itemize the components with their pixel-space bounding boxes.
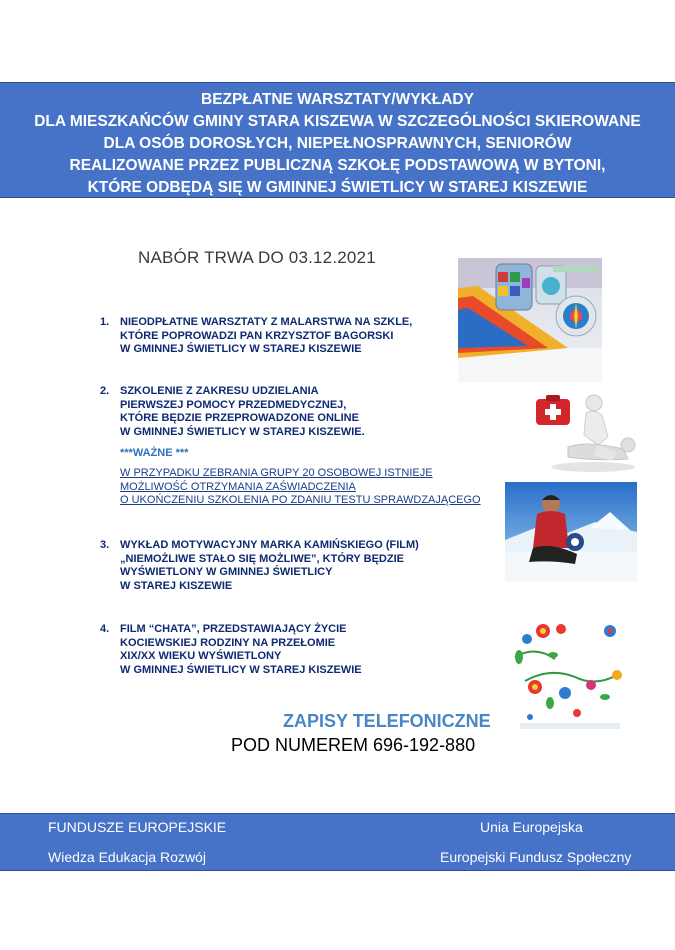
header-line: DLA MIESZKAŃCÓW GMINY STARA KISZEWA W SZCZEGÓLNOŚCI SKIEROWANE — [34, 113, 641, 130]
phone-number: POD NUMEREM 696-192-880 — [231, 735, 476, 755]
item-number: 1. — [100, 316, 110, 328]
footer-funds-label: FUNDUSZE EUROPEJSKIE — [48, 819, 227, 835]
header-line: REALIZOWANE PRZEZ PUBLICZNĄ SZKOŁĘ PODSTAWOWĄ W BYTONI, — [69, 157, 606, 174]
header-line: KTÓRE ODBĘDĄ SIĘ W GMINNEJ ŚWIETLICY W STAREJ KISZEWIE — [87, 179, 588, 196]
item-line: WYŚWIETLONY W GMINNEJ ŚWIETLICY — [120, 566, 333, 578]
item-line: KOCIEWSKIEJ RODZINY NA PRZEŁOMIE — [120, 636, 336, 649]
note-line: MOŻLIWOŚĆ OTRZYMANIA ZAŚWIADCZENIA — [120, 480, 356, 493]
item-line: W GMINNEJ ŚWIETLICY W STAREJ KISZEWIE — [120, 343, 362, 355]
item-line: WYKŁAD MOTYWACYJNY MARKA KAMIŃSKIEGO (FILM) — [120, 539, 419, 551]
note-line: O UKOŃCZENIU SZKOLENIA PO ZDANIU TESTU SPRAWDZAJĄCEGO — [120, 494, 481, 506]
item-line: W GMINNEJ ŚWIETLICY W STAREJ KISZEWIE. — [120, 425, 365, 438]
item-line: XIX/XX WIEKU WYŚWIETLONY — [120, 650, 282, 662]
item-line: NIEODPŁATNE WARSZTATY Z MALARSTWA NA SZKLE, — [120, 316, 413, 328]
item-number: 4. — [100, 623, 110, 635]
footer-banner — [0, 813, 675, 871]
footer-program-label: Wiedza Edukacja Rozwój — [48, 849, 206, 865]
footer-eu-label: Unia Europejska — [480, 819, 583, 835]
folk-pattern-image — [505, 617, 635, 732]
item-line: FILM “CHATA”, PRZEDSTAWIAJĄCY ŻYCIE — [120, 623, 347, 635]
first-aid-illustration — [528, 385, 638, 475]
item-line: W GMINNEJ ŚWIETLICY W STAREJ KISZEWIE — [120, 663, 362, 676]
item-number: 3. — [100, 539, 110, 551]
deadline-text: NABÓR TRWA DO 03.12.2021 — [138, 248, 376, 267]
item-line: KTÓRE BĘDZIE PRZEPROWADZONE ONLINE — [120, 412, 359, 424]
item-line: PIERWSZEJ POMOCY PRZEDMEDYCZNEJ, — [120, 398, 347, 411]
footer-esf-label: Europejski Fundusz Społeczny — [440, 849, 632, 865]
item-line: W STAREJ KISZEWIE — [120, 579, 233, 592]
kaminski-photo — [505, 482, 637, 582]
header-line: DLA OSÓB DOROSŁYCH, NIEPEŁNOSPRAWNYCH, SENIORÓW — [103, 135, 572, 152]
item-line: „NIEMOŻLIWE STAŁO SIĘ MOŻLIWE”, KTÓRY BĘDZIE — [120, 552, 404, 565]
signup-heading: ZAPISY TELEFONICZNE — [283, 711, 491, 731]
important-label: ***WAŻNE *** — [120, 447, 189, 459]
note-line: W PRZYPADKU ZEBRANIA GRUPY 20 OSOBOWEJ ISTNIEJE — [120, 467, 433, 479]
glass-painting-photo — [458, 258, 602, 382]
item-line: SZKOLENIE Z ZAKRESU UDZIELANIA — [120, 385, 319, 397]
item-number: 2. — [100, 385, 110, 397]
item-line: KTÓRE POPROWADZI PAN KRZYSZTOF BAGORSKI — [120, 329, 394, 342]
header-line: BEZPŁATNE WARSZTATY/WYKŁADY — [201, 91, 474, 108]
header-banner — [0, 82, 675, 198]
important-note — [120, 467, 481, 508]
